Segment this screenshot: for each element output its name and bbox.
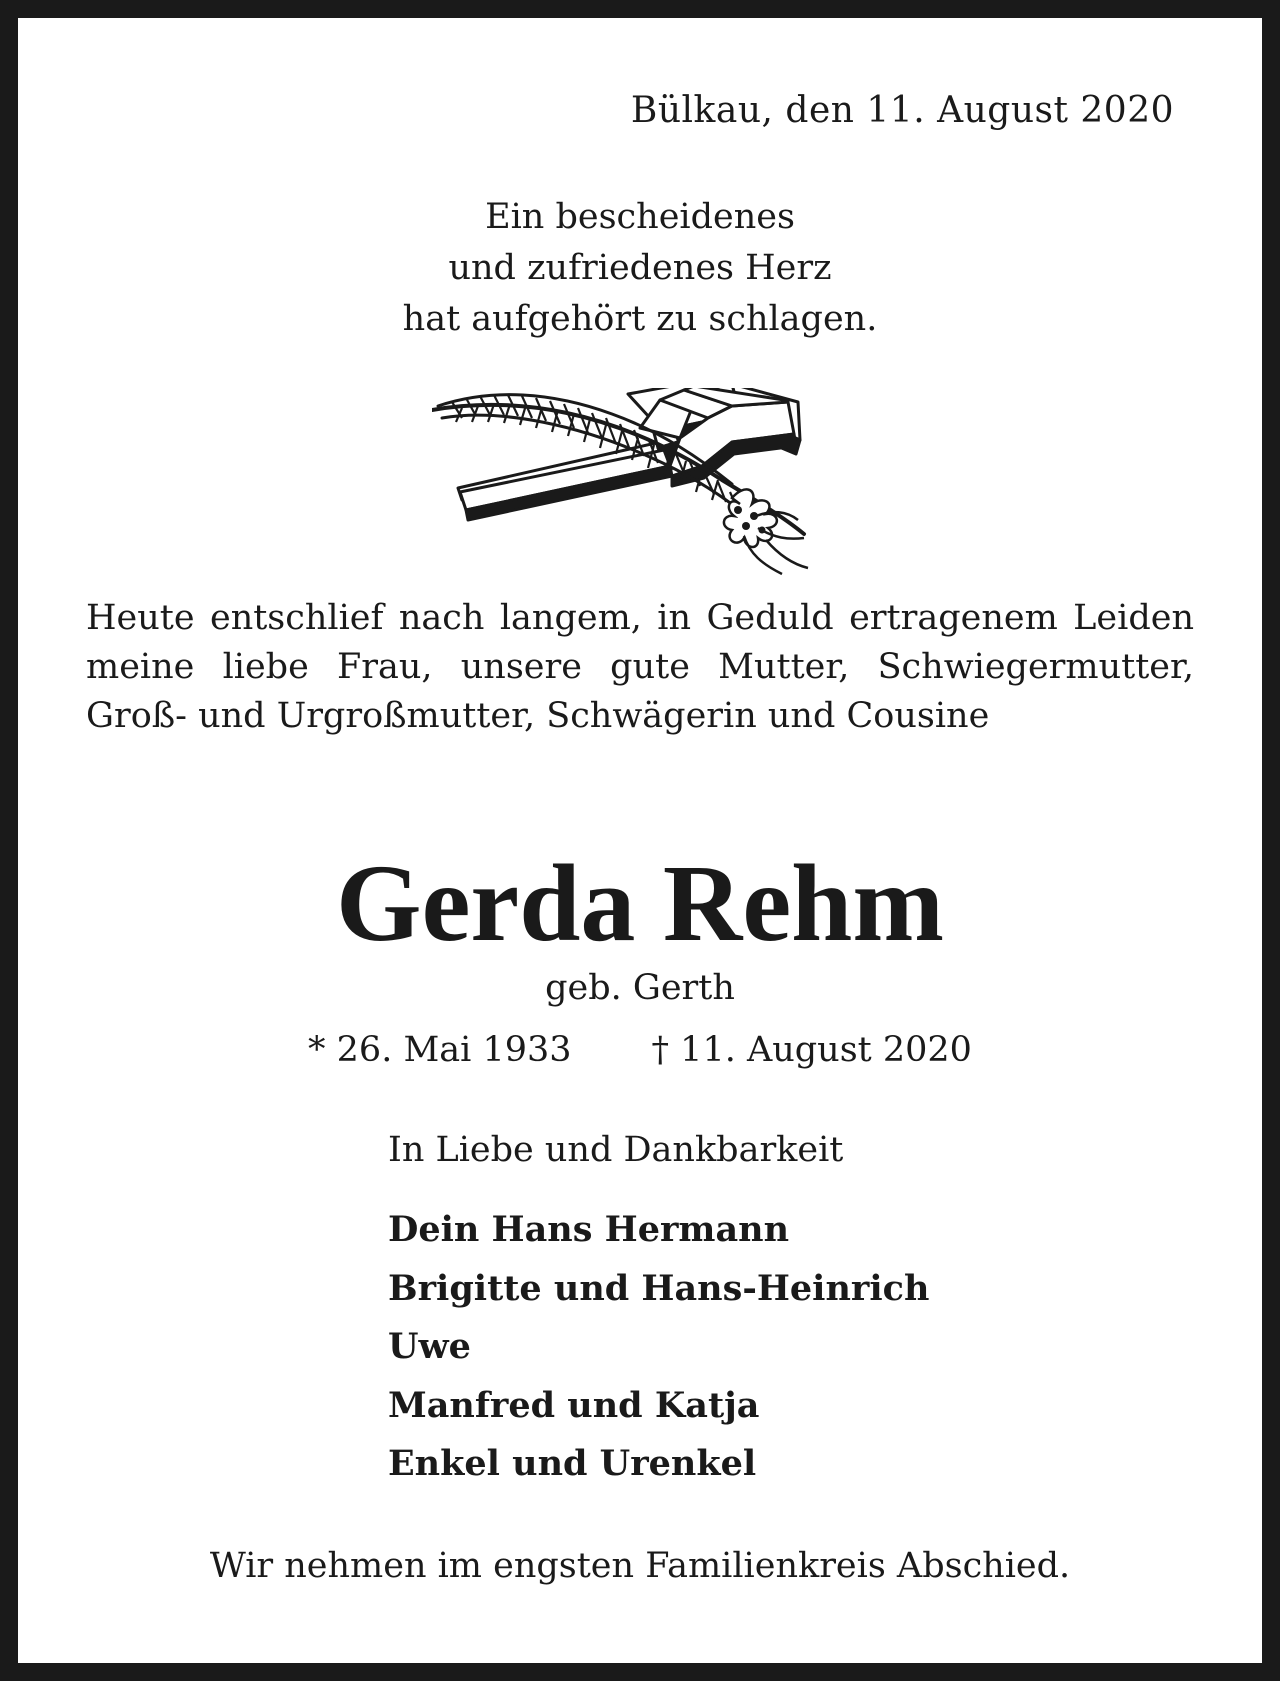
obituary-notice <box>18 18 1262 1663</box>
motto-line: Ein bescheidenes <box>485 197 795 237</box>
maiden-name: geb. Gerth <box>545 968 735 1008</box>
mourner-entry: Enkel und Urenkel <box>388 1443 757 1484</box>
motto-line: hat aufgehört zu schlagen. <box>402 299 878 339</box>
mourner-entry: Manfred und Katja <box>388 1384 760 1426</box>
announcement-text: Heute entschlief nach langem, in Geduld ertragenem Leiden meine liebe Frau, unsere gute Mutter, Schwiegermutter, Groß- und Urgroßmutter, Schwägerin und Cousine <box>86 598 1194 736</box>
life-dates <box>18 1030 1262 1070</box>
motto-line: und zufriedenes Herz <box>448 248 832 288</box>
place-date-line: Bülkau, den 11. August 2020 <box>630 90 1174 131</box>
motto-verse <box>18 192 1262 345</box>
mourner-entry: Dein Hans Hermann <box>388 1209 790 1250</box>
death-date: † 11. August 2020 <box>651 1030 972 1070</box>
deceased-name: Gerda Rehm <box>336 842 944 964</box>
thanks-line: In Liebe und Dankbarkeit <box>388 1130 844 1170</box>
cross-with-palm-frond-icon <box>432 388 872 588</box>
mourners-list <box>388 1201 929 1494</box>
mourner-entry: Uwe <box>388 1326 471 1367</box>
birth-date: * 26. Mai 1933 <box>308 1030 572 1070</box>
closing-line: Wir nehmen im engsten Familienkreis Abschied. <box>209 1546 1071 1586</box>
mourner-entry: Brigitte und Hans-Heinrich <box>388 1267 930 1309</box>
